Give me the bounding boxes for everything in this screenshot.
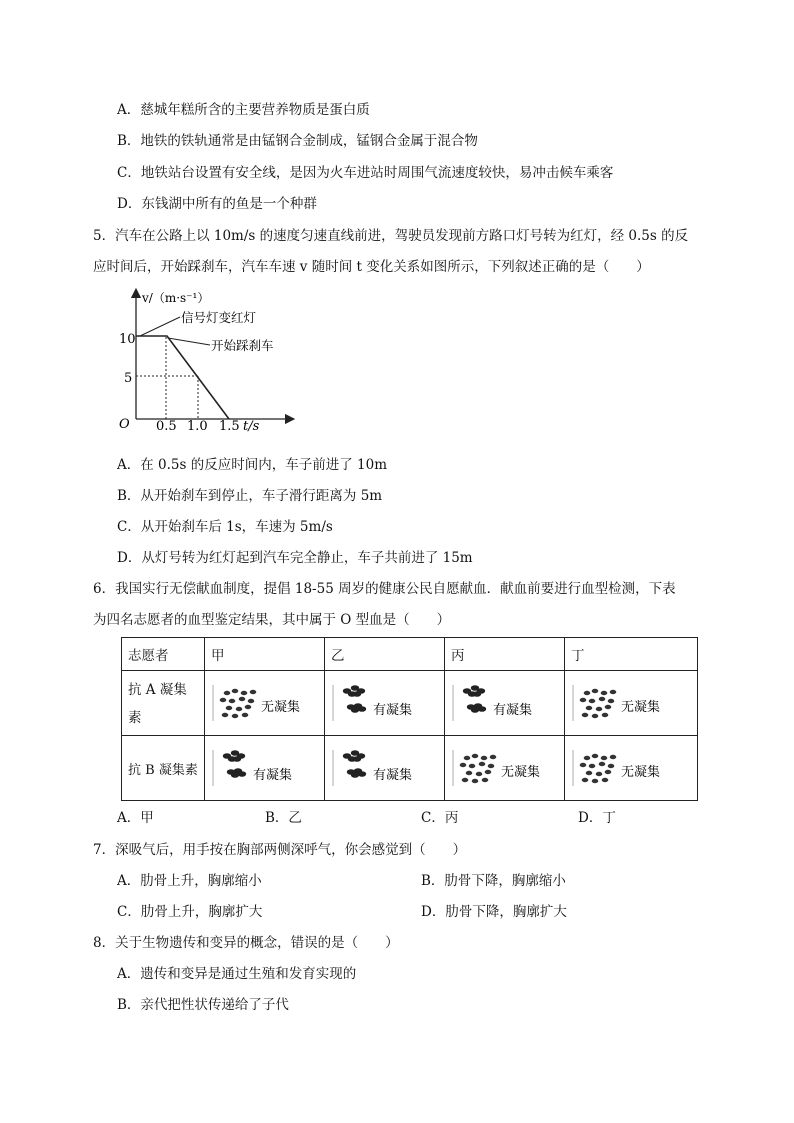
q8-option-a: A．遗传和变异是通过生殖和发育实现的 — [117, 966, 357, 982]
q7-option-a: A．肋骨上升，胸廓缩小 — [117, 873, 262, 889]
blood-clump — [351, 707, 359, 713]
q6-option-b: B．乙 — [265, 810, 302, 826]
blood-cell — [472, 779, 479, 783]
blood-cell — [245, 705, 252, 709]
blood-sample-image — [451, 746, 551, 790]
blood-type-table — [121, 637, 698, 801]
table-header-row — [122, 638, 698, 671]
blood-cell — [226, 706, 233, 710]
q5-option-b: B．从开始刹车到停止，车子滑行距离为 5m — [117, 488, 383, 504]
table-row-anti-a — [122, 671, 698, 736]
annot-brake-leader — [168, 338, 210, 345]
blood-cell — [596, 772, 603, 776]
blood-cell — [485, 770, 492, 774]
q4-option-b: B．地铁的铁轨通常是由锰钢合金制成，锰钢合金属于混合物 — [117, 133, 478, 149]
blood-cell — [584, 691, 591, 695]
q7-stem: 7．深吸气后，用手按在胸部两侧深呼气，你会感觉到（ ） — [93, 842, 467, 858]
agglutination-result: 无凝集 — [261, 700, 301, 715]
blood-sample-image — [571, 681, 671, 725]
blood-cell — [241, 691, 248, 695]
agglutination-result: 有凝集 — [373, 703, 413, 718]
blood-cell — [601, 691, 608, 695]
blood-cell — [482, 778, 489, 782]
blood-cell — [592, 754, 599, 758]
q8-option-b: B．亲代把性状传递给了子代 — [117, 997, 289, 1013]
q5-option-d: D．从灯号转为红灯起到汽车完全静止，车子共前进了 15m — [117, 550, 473, 566]
q6-stem-line2: 为四名志愿者的血型鉴定结果，其中属于 O 型血是（ ） — [93, 612, 451, 628]
blood-cell — [224, 691, 231, 695]
blood-cell — [220, 698, 227, 702]
blood-cell — [589, 699, 596, 703]
blood-cell — [229, 699, 236, 703]
q4-option-a: A．慈城年糕所含的主要营养物质是蛋白质 — [117, 102, 370, 118]
blood-cell — [599, 762, 606, 766]
cell-b-ding — [565, 736, 698, 801]
header-volunteer: 志愿者 — [122, 638, 205, 671]
blood-clump — [233, 756, 241, 762]
blood-sample-image — [451, 681, 551, 725]
y-tick-5: 5 — [124, 371, 133, 386]
q5-option-a: A．在 0.5s 的反应时间内，车子前进了 10m — [117, 457, 387, 473]
annot-red-text: 信号灯变红灯 — [181, 310, 257, 325]
blood-cell — [602, 713, 609, 717]
blood-cell — [605, 705, 612, 709]
q6-option-a: A．甲 — [117, 810, 154, 826]
blood-cell — [608, 764, 615, 768]
blood-cell — [248, 699, 255, 703]
q5-stem-line1: 5．汽车在公路上以 10m/s 的速度匀速直线前进，驾驶员发现前方路口灯号转为红灯，经 0.5s 的反 — [93, 228, 689, 244]
blood-cell — [592, 689, 599, 693]
agglutination-result: 有凝集 — [493, 703, 533, 718]
velocity-time-graph — [118, 287, 298, 435]
blood-cell — [608, 699, 615, 703]
agglutination-result: 有凝集 — [373, 768, 413, 783]
blood-cell — [580, 763, 587, 767]
x-tick-1-0: 1.0 — [187, 419, 208, 434]
blood-cell — [602, 778, 609, 782]
q4-option-c: C．地铁站台设置有安全线，是因为火车进站时周围气流速度较快，易冲击候车乘客 — [117, 165, 614, 181]
table-row-anti-b — [122, 736, 698, 801]
blood-cell — [481, 756, 488, 760]
blood-cell — [460, 763, 467, 767]
q7-option-c: C．肋骨上升，胸廓扩大 — [117, 904, 263, 920]
q5-option-c: C．从开始刹车后 1s，车速为 5m/s — [117, 519, 333, 535]
annot-brake-text: 开始踩刹车 — [211, 338, 274, 353]
cell-a-ding — [565, 671, 698, 736]
blood-cell — [479, 762, 486, 766]
blood-clump — [473, 691, 481, 697]
header-ding: 丁 — [565, 638, 698, 671]
origin-label: O — [119, 417, 130, 432]
blood-cell — [605, 770, 612, 774]
blood-cell — [599, 697, 606, 701]
blood-cell — [472, 754, 479, 758]
agglutination-result: 有凝集 — [253, 768, 293, 783]
blood-cell — [592, 714, 599, 718]
q8-stem: 8．关于生物遗传和变异的概念，错误的是（ ） — [93, 935, 399, 951]
blood-cell — [586, 706, 593, 710]
blood-sample-image — [571, 746, 671, 790]
blood-cell — [232, 689, 239, 693]
q5-stem-line2: 应时间后，开始踩刹车，汽车车速 v 随时间 t 变化关系如图所示，下列叙述正确的是（ ） — [93, 259, 650, 275]
x-axis-label: t/s — [243, 419, 260, 434]
q4-option-d: D．东钱湖中所有的鱼是一个种群 — [117, 196, 317, 212]
blood-cell — [580, 698, 587, 702]
header-yi: 乙 — [325, 638, 445, 671]
agglutination-result: 无凝集 — [621, 700, 661, 715]
header-jia: 甲 — [205, 638, 325, 671]
blood-cell — [232, 714, 239, 718]
annot-red-leader — [140, 317, 180, 336]
blood-clump — [358, 706, 366, 712]
row-label-anti-b: 抗 B 凝集素 — [122, 736, 205, 801]
y-axis-label: v/（m·s⁻¹） — [142, 291, 210, 305]
q6-option-c: C．丙 — [421, 810, 459, 826]
x-tick-1-5: 1.5 — [219, 419, 240, 434]
blood-sample-image — [211, 681, 311, 725]
blood-cell — [462, 778, 469, 782]
y-tick-10: 10 — [119, 332, 136, 347]
blood-cell — [242, 713, 249, 717]
cell-a-yi — [325, 671, 445, 736]
blood-cell — [464, 756, 471, 760]
q7-option-b: B．肋骨下降，胸廓缩小 — [421, 873, 566, 889]
cell-a-bing — [445, 671, 565, 736]
blood-cell — [488, 764, 495, 768]
cell-b-yi — [325, 736, 445, 801]
agglutination-result: 无凝集 — [621, 765, 661, 780]
blood-cell — [582, 778, 589, 782]
blood-clump — [358, 771, 366, 777]
blood-cell — [490, 755, 497, 759]
blood-cell — [239, 697, 246, 701]
blood-cell — [610, 755, 617, 759]
blood-cell — [586, 771, 593, 775]
blood-cell — [469, 764, 476, 768]
blood-cell — [466, 771, 473, 775]
blood-cell — [589, 764, 596, 768]
blood-clump — [471, 707, 479, 713]
cell-b-jia — [205, 736, 325, 801]
blood-cell — [596, 707, 603, 711]
blood-cell — [610, 690, 617, 694]
cell-b-bing — [445, 736, 565, 801]
q7-option-d: D．肋骨下降，胸廓扩大 — [421, 904, 567, 920]
cell-a-jia — [205, 671, 325, 736]
blood-clump — [478, 706, 486, 712]
blood-cell — [601, 756, 608, 760]
blood-cell — [584, 756, 591, 760]
blood-clump — [231, 772, 239, 778]
blood-cell — [236, 707, 243, 711]
blood-clump — [353, 756, 361, 762]
blood-clump — [238, 771, 246, 777]
blood-cell — [222, 713, 229, 717]
q6-stem-line1: 6．我国实行无偿献血制度，提倡 18-55 周岁的健康公民自愿献血．献血前要进行血型检测，下表 — [93, 581, 676, 597]
blood-sample-image — [331, 746, 431, 790]
blood-cell — [476, 772, 483, 776]
header-bing: 丙 — [445, 638, 565, 671]
q6-option-d: D．丁 — [578, 810, 616, 826]
agglutination-result: 无凝集 — [501, 765, 541, 780]
blood-cell — [250, 690, 257, 694]
blood-clump — [353, 691, 361, 697]
blood-cell — [592, 779, 599, 783]
blood-cell — [582, 713, 589, 717]
blood-clump — [351, 772, 359, 778]
blood-sample-image — [331, 681, 431, 725]
x-tick-0-5: 0.5 — [156, 419, 177, 434]
row-label-anti-a: 抗 A 凝集 素 — [122, 671, 205, 736]
blood-sample-image — [211, 746, 311, 790]
